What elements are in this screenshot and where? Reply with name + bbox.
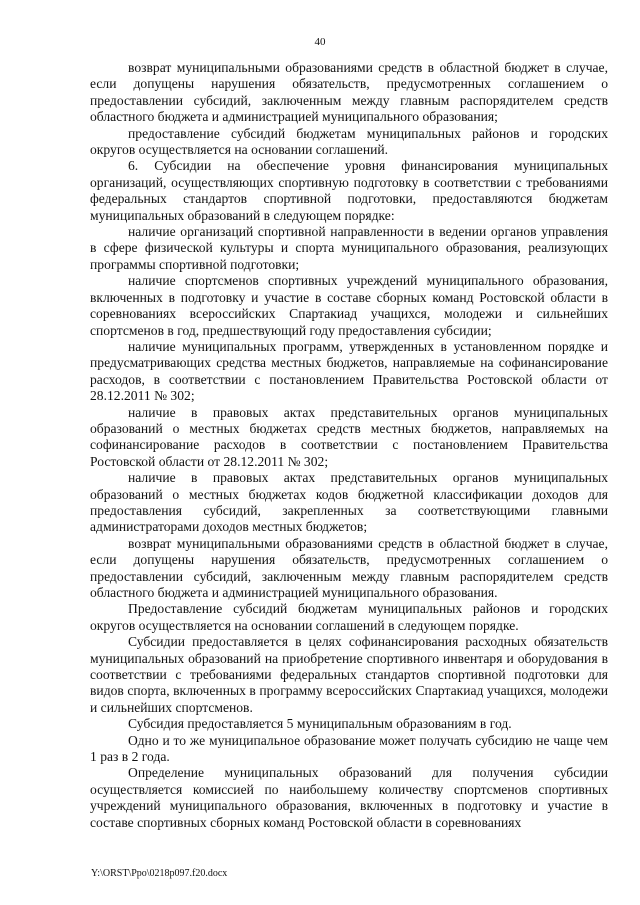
paragraph: наличие муниципальных программ, утвержденных в установленном порядке и предусматривающих средства местных бюджетов, направляемые на софинансирование расходов, в соответствии с постановлением Правительства Ростовской области от 28.12.2011 № 302; (90, 338, 608, 404)
paragraph: наличие в правовых актах представительных органов муниципальных образований о местных бюджетах кодов бюджетной классификации доходов для предоставления субсидий, закрепленных за соответствующими главными администраторами доходов местных бюджетов; (90, 470, 608, 535)
document-body (90, 60, 608, 831)
footer-file-path: Y:\ORST\Ppo\0218p097.f20.docx (91, 868, 228, 879)
paragraph: наличие в правовых актах представительных органов муниципальных образований о местных бюджетах средств местных бюджетов, направляемых на софинансирование расходов в соответствии с постановлением Правительства Ростовской области от 28.12.2011 № 302; (90, 404, 608, 469)
paragraph: Субсидия предоставляется 5 муниципальным образованиям в год. (128, 716, 512, 732)
paragraph: Субсидии предоставляется в целях софинансирования расходных обязательств муниципальных образований на приобретение спортивного инвентаря и оборудования в соответствии с требованиями федеральных стандартов спортивной подготовки для видов спорта, включенных в программу всероссийских Спартакиад учащихся, молодежи и сильнейших спортсменов. (90, 634, 608, 715)
paragraph: Одно и то же муниципальное образование может получать субсидию не чаще чем 1 раз в 2 года. (90, 732, 608, 765)
paragraph: предоставление субсидий бюджетам муниципальных районов и городских округов осуществляется на основании соглашений. (90, 125, 608, 158)
paragraph: Определение муниципальных образований для получения субсидии осуществляется комиссией по наибольшему количеству спортсменов спортивных учреждений муниципального образования, включенных в подготовку и участие в составе спортивных сборных команд Ростовской области в соревнованиях (90, 765, 608, 830)
paragraph: 6. Субсидии на обеспечение уровня финансирования муниципальных организаций, осуществляющих спортивную подготовку в соответствии с требованиями федеральных стандартов спортивной подготовки, предоставляются бюджетам муниципальных образований в следующем порядке: (90, 158, 608, 223)
paragraph: возврат муниципальными образованиями средств в областной бюджет в случае, если допущены нарушения обязательств, предусмотренных соглашением о предоставлении субсидий, заключенным между главным распорядителем средств областного бюджета и администрацией муниципального образования. (90, 535, 608, 600)
paragraph: возврат муниципальными образованиями средств в областной бюджет в случае, если допущены нарушения обязательств, предусмотренных соглашением о предоставлении субсидий, заключенным между главным распорядителем средств областного бюджета и администрацией муниципального образования; (90, 60, 608, 125)
paragraph: наличие организаций спортивной направленности в ведении органов управления в сфере физической культуры и спорта муниципального образования, реализующих программы спортивной подготовки; (90, 224, 608, 272)
page-number: 40 (314, 36, 326, 48)
paragraph: Предоставление субсидий бюджетам муниципальных районов и городских округов осуществляется на основании соглашений в следующем порядке. (90, 601, 608, 633)
paragraph: наличие спортсменов спортивных учреждений муниципального образования, включенных в подготовку и участие в составе сборных команд Ростовской области в соревнованиях всероссийских Спартакиад учащихся, молодежи и сильнейших спортсменов в год, предшествующий году предоставления субсидии; (90, 273, 608, 338)
